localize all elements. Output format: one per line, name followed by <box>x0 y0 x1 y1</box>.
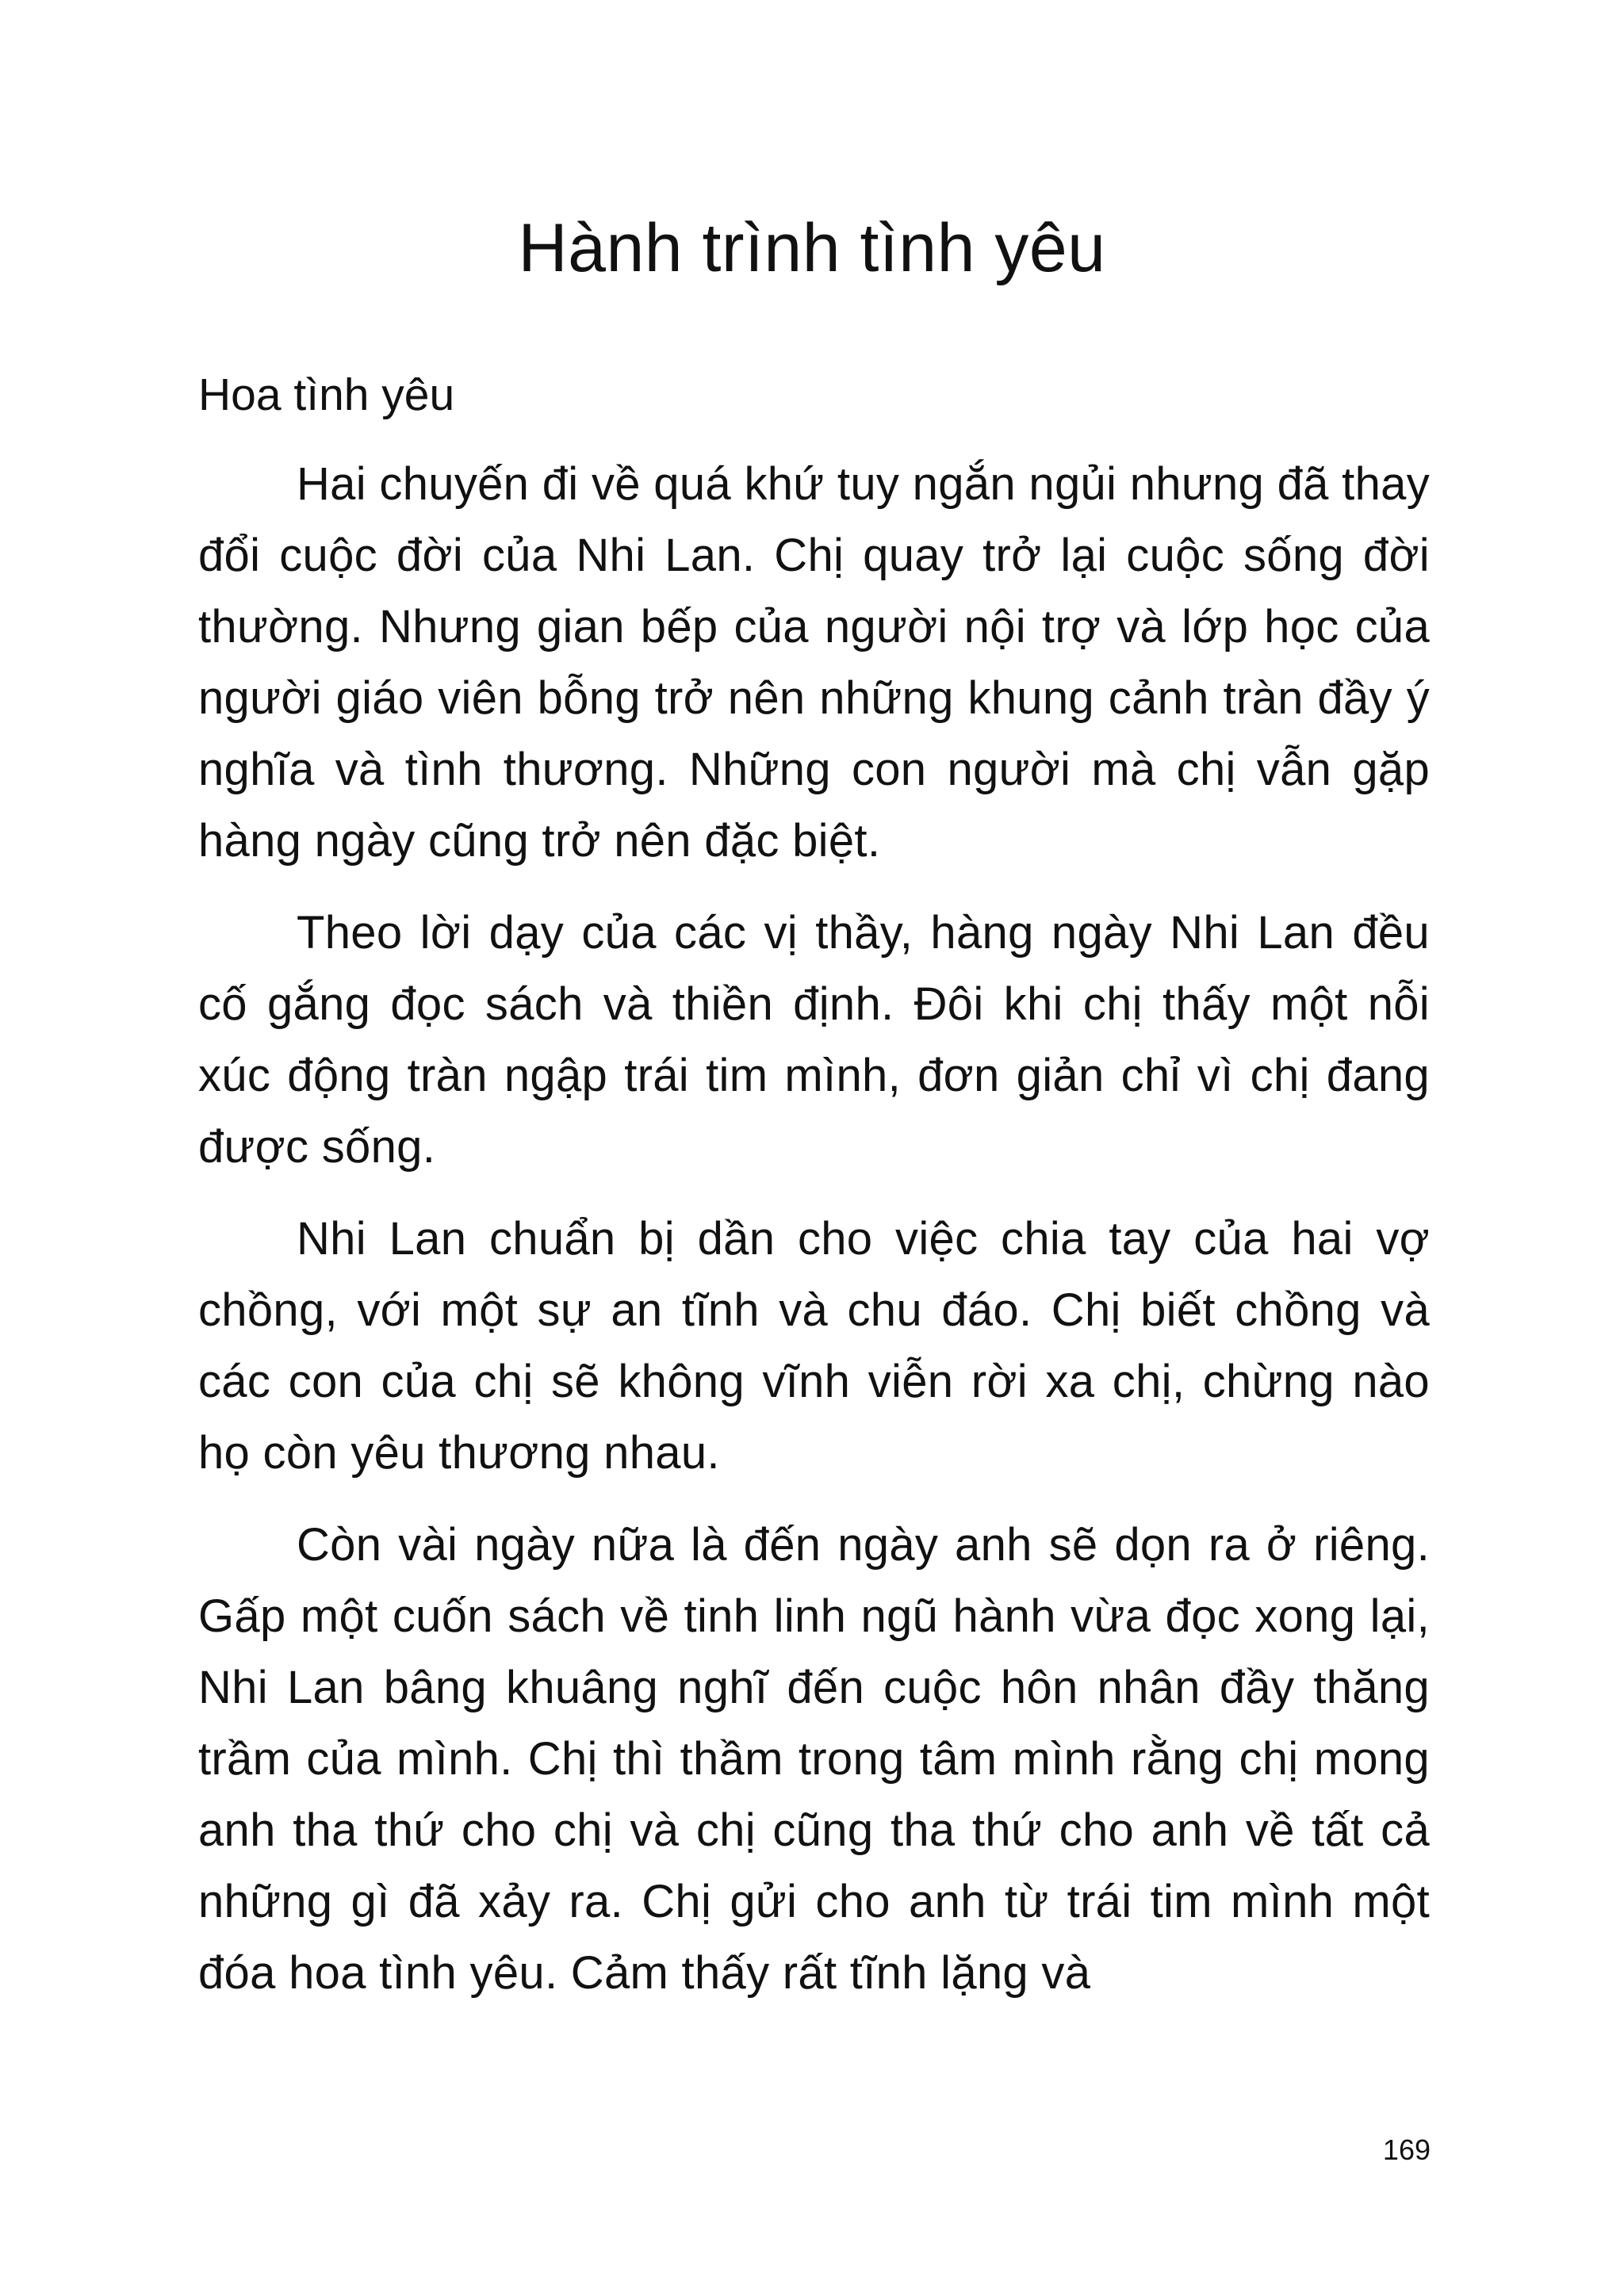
page-number: 169 <box>1382 2133 1431 2166</box>
paragraph-2: Theo lời dạy của các vị thầy, hàng ngày Nhi Lan đều cố gắng đọc sách và thiền định. Đôi khi chị thấy một nỗi xúc động tràn ngập trái tim mình, đơn giản chỉ vì chị đang được sống. <box>198 907 1430 1173</box>
section-heading: Hoa tình yêu <box>198 369 455 420</box>
paragraph-1: Hai chuyến đi về quá khứ tuy ngắn ngủi nhưng đã thay đổi cuộc đời của Nhi Lan. Chị quay trở lại cuộc sống đời thường. Nhưng gian bếp của người nội trợ và lớp học của người giáo viên bỗng trở nên những khung cảnh tràn đầy ý nghĩa và tình thương. Những con người mà chị vẫn gặp hàng ngày cũng trở nên đặc biệt. <box>198 458 1430 867</box>
paragraph-4: Còn vài ngày nữa là đến ngày anh sẽ dọn ra ở riêng. Gấp một cuốn sách về tinh linh ngũ hành vừa đọc xong lại, Nhi Lan bâng khuâng nghĩ đến cuộc hôn nhân đầy thăng trầm của mình. Chị thì thầm trong tâm mình rằng chị mong anh tha thứ cho chị và chị cũng tha thứ cho anh về tất cả những gì đã xảy ra. Chị gửi cho anh từ trái tim mình một đóa hoa tình yêu. Cảm thấy rất tĩnh lặng và <box>198 1519 1430 1999</box>
chapter-title: Hành trình tình yêu <box>518 210 1106 286</box>
paragraph-3: Nhi Lan chuẩn bị dần cho việc chia tay của hai vợ chồng, với một sự an tĩnh và chu đáo. Chị biết chồng và các con của chị sẽ không vĩnh viễn rời xa chị, chừng nào họ còn yêu thương nhau. <box>198 1213 1430 1479</box>
body-text <box>198 449 1430 2030</box>
